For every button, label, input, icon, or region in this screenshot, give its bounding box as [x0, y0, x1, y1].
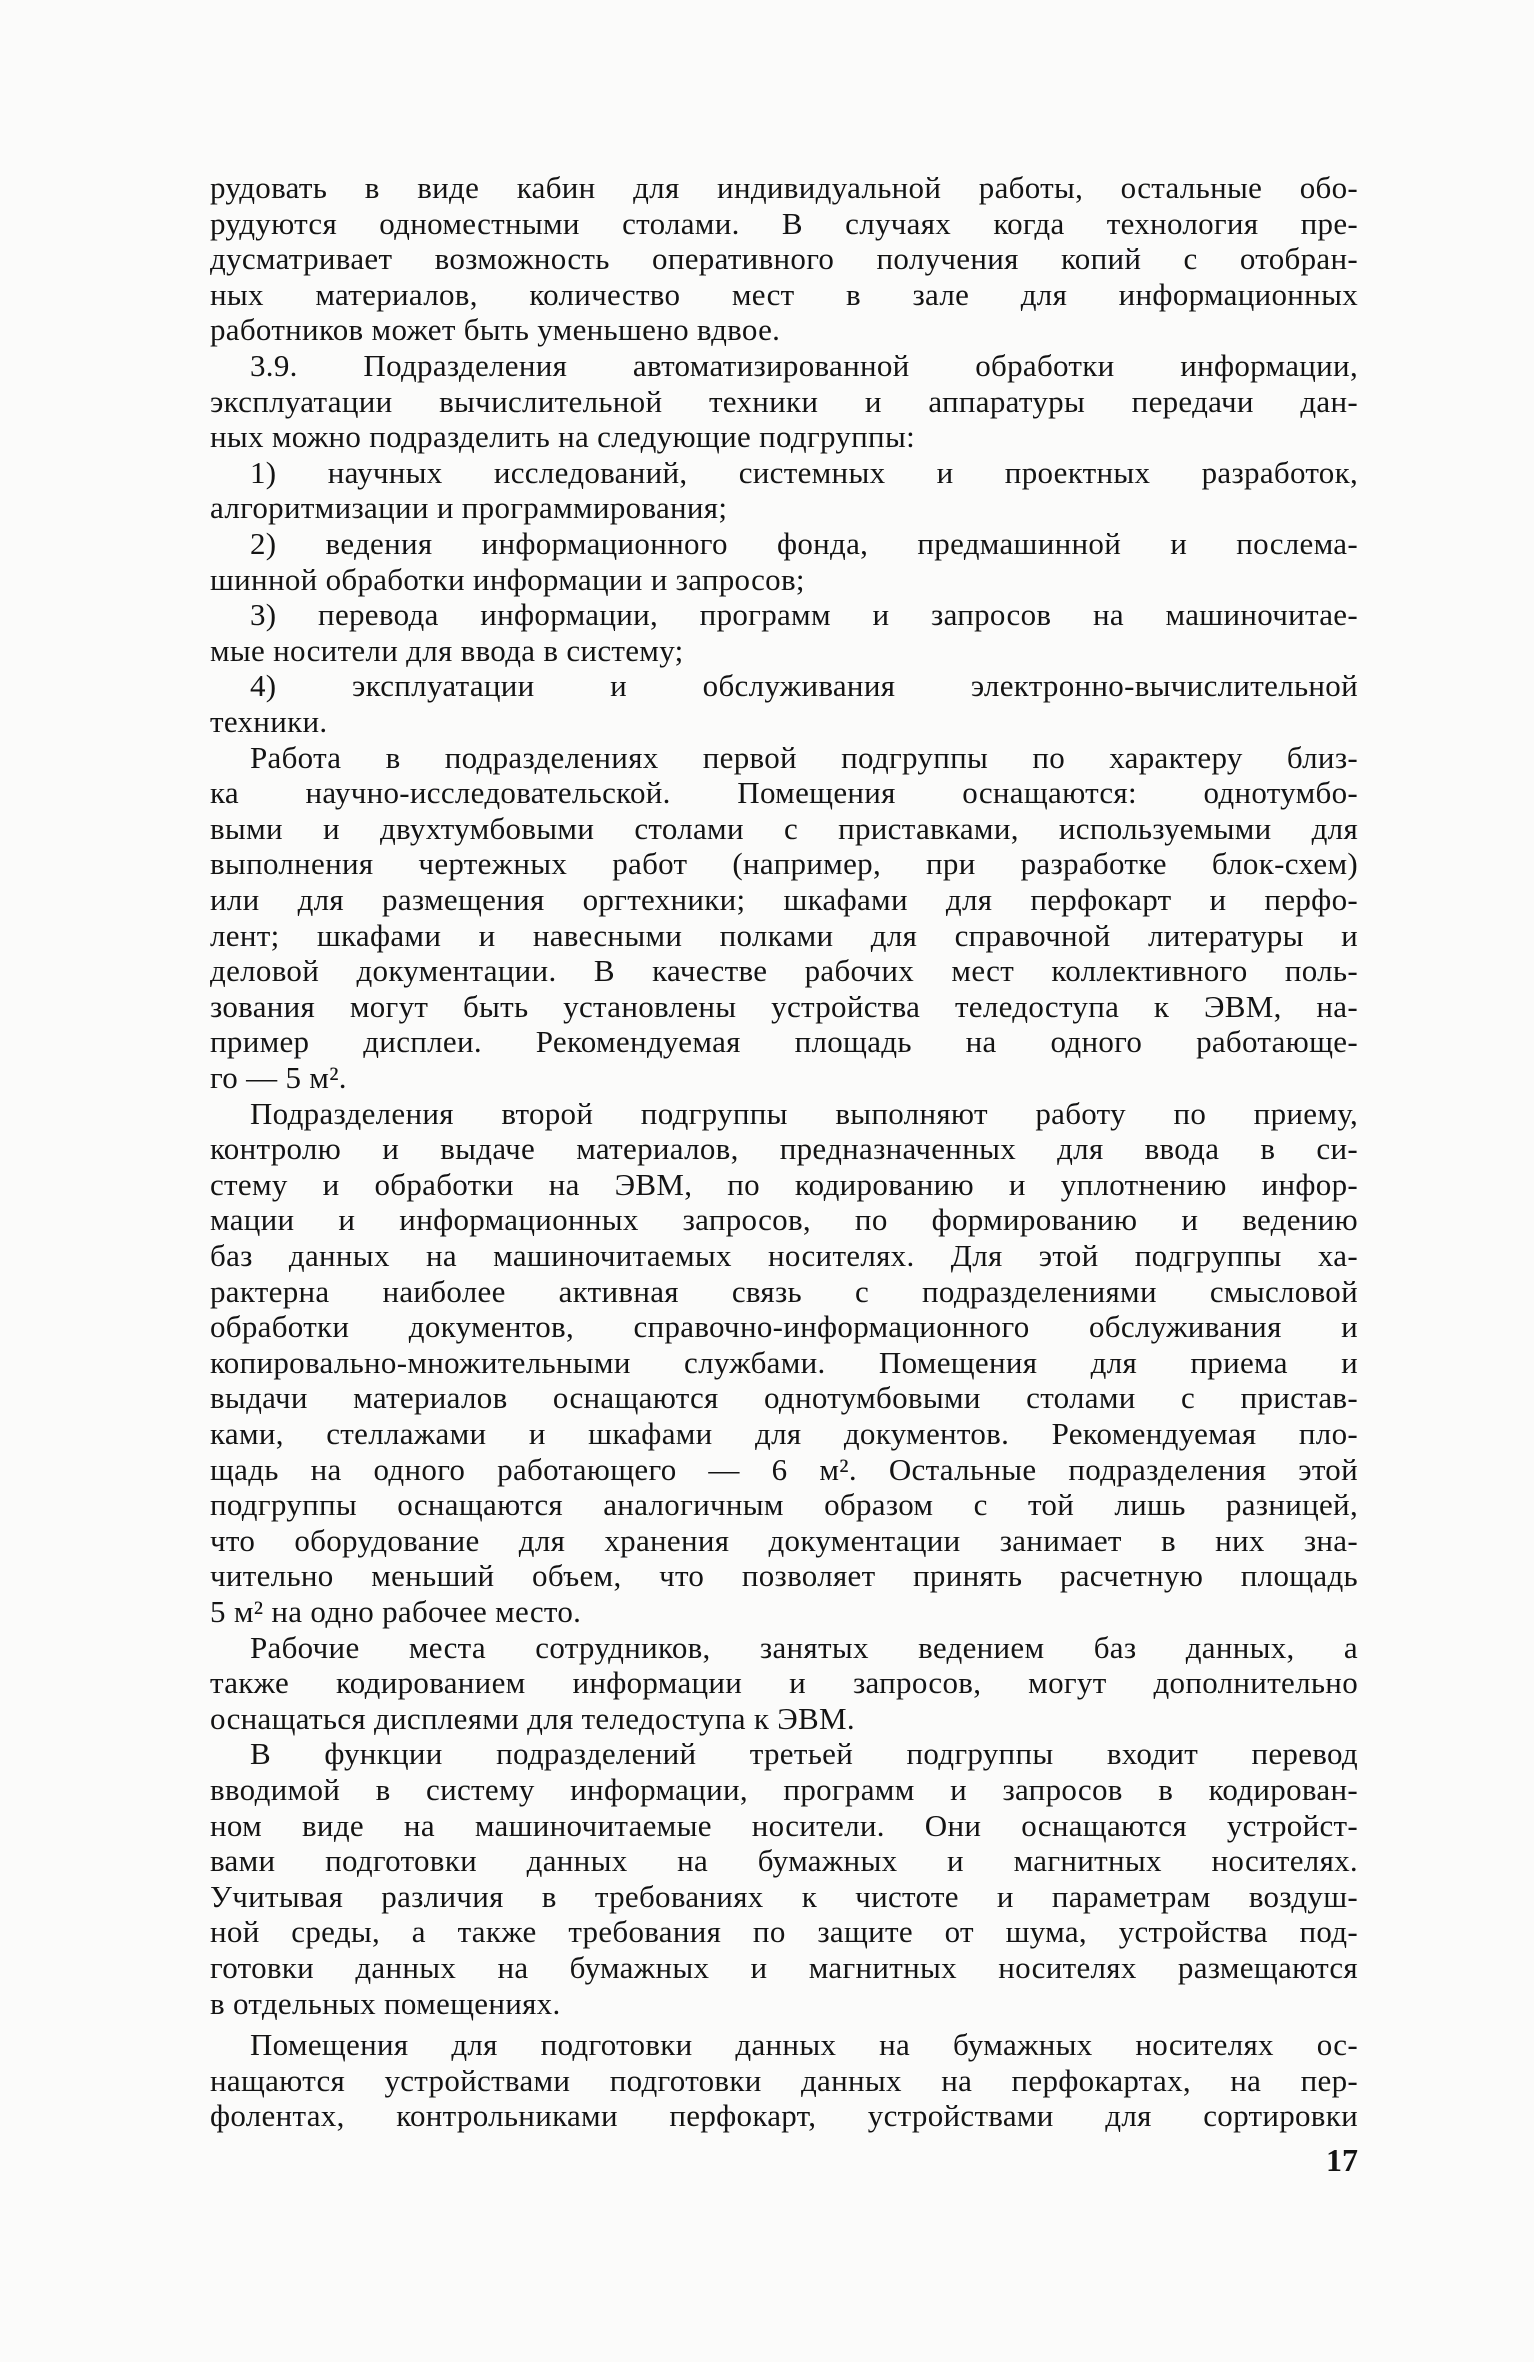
text-line: 3) перевода информации, программ и запросов на машиночитае- [250, 597, 1358, 633]
text-line: Учитывая различия в требованиях к чистоте и параметрам воздуш- [210, 1878, 1358, 1914]
text-line: в отдельных помещениях. [210, 1985, 561, 2021]
text-line: выдачи материалов оснащаются однотумбовыми столами с пристав- [210, 1380, 1358, 1416]
text-line: или для размещения оргтехники; шкафами для перфокарт и перфо- [210, 882, 1358, 917]
text-line: обработки документов, справочно-информационного обслуживания и [210, 1309, 1358, 1345]
text-line: 3.9. Подразделения автоматизированной обработки информации, [250, 348, 1358, 383]
text-line: ном виде на машиночитаемые носители. Они оснащаются устройст- [210, 1807, 1358, 1843]
text-line: стему и обработки на ЭВМ, по кодированию и уплотнению инфор- [210, 1166, 1358, 1202]
text-line: алгоритмизации и программирования; [210, 490, 728, 526]
text-line: В функции подразделений третьей подгруппы входит перевод [250, 1736, 1358, 1772]
text-line: техники. [210, 704, 328, 739]
text-line: рудуются одноместными столами. В случаях когда технология пре- [210, 205, 1358, 241]
text-line: эксплуатации вычислительной техники и аппаратуры передачи дан- [210, 383, 1358, 419]
text-line: ками, стеллажами и шкафами для документов. Рекомендуемая пло- [210, 1416, 1358, 1451]
text-line: что оборудование для хранения документации занимает в них зна- [210, 1522, 1358, 1558]
text-line: ных можно подразделить на следующие подгруппы: [210, 419, 915, 455]
text-line: Помещения для подготовки данных на бумажных носителях ос- [250, 2027, 1358, 2063]
text-line: мации и информационных запросов, по формированию и ведению [210, 1202, 1358, 1238]
text-line: рактерна наиболее активная связь с подразделениями смысловой [210, 1273, 1358, 1309]
text-line: дусматривает возможность оперативного получения копий с отобран- [210, 241, 1358, 277]
text-line: шинной обработки информации и запросов; [210, 561, 805, 597]
text-line: фолентах, контрольниками перфокарт, устройствами для сортировки [210, 2098, 1358, 2134]
page-number: 17 [1326, 2142, 1358, 2178]
text-line: чительно меньший объем, что позволяет принять расчетную площадь [210, 1558, 1358, 1594]
text-line: Работа в подразделениях первой подгруппы по характеру близ- [250, 739, 1358, 775]
text-line: зования могут быть установлены устройства теледоступа к ЭВМ, на- [210, 988, 1358, 1024]
text-line: оснащаться дисплеями для теледоступа к ЭВМ. [210, 1700, 855, 1736]
text-line: нащаются устройствами подготовки данных на перфокартах, на пер- [210, 2062, 1358, 2098]
text-line: копировально-множительными службами. Помещения для приема и [210, 1344, 1358, 1380]
text-line: 4) эксплуатации и обслуживания электронно-вычислительной [250, 668, 1358, 704]
text-line: вами подготовки данных на бумажных и магнитных носителях. [210, 1843, 1358, 1879]
text-line: контролю и выдаче материалов, предназначенных для ввода в си- [210, 1131, 1358, 1167]
text-line: работников может быть уменьшено вдвое. [210, 312, 781, 348]
text-line: Рабочие места сотрудников, занятых ведением баз данных, а [250, 1629, 1358, 1665]
text-line: 1) научных исследований, системных и проектных разработок, [250, 454, 1358, 490]
text-line: ной среды, а также требования по защите от шума, устройства под- [210, 1914, 1358, 1950]
text-line: также кодированием информации и запросов, могут дополнительно [210, 1665, 1358, 1701]
text-line: го — 5 м². [210, 1060, 347, 1095]
text-line: вводимой в систему информации, программ и запросов в кодирован- [210, 1772, 1358, 1807]
text-line: баз данных на машиночитаемых носителях. Для этой подгруппы ха- [210, 1238, 1358, 1273]
text-line: мые носители для ввода в систему; [210, 632, 684, 668]
text-line: пример дисплеи. Рекомендуемая площадь на одного работающе- [210, 1024, 1358, 1060]
text-line: готовки данных на бумажных и магнитных носителях размещаются [210, 1950, 1358, 1985]
text-line: подгруппы оснащаются аналогичным образом с той лишь разницей, [210, 1487, 1358, 1523]
text-line: лент; шкафами и навесными полками для справочной литературы и [210, 917, 1358, 953]
text-line: ка научно-исследовательской. Помещения оснащаются: однотумбо- [210, 775, 1358, 811]
text-line: выми и двухтумбовыми столами с приставками, используемыми для [210, 810, 1358, 846]
text-line: деловой документации. В качестве рабочих мест коллективного поль- [210, 953, 1358, 989]
text-line: 5 м² на одно рабочее место. [210, 1594, 582, 1629]
text-line: ных материалов, количество мест в зале для информационных [210, 276, 1358, 312]
text-line: 2) ведения информационного фонда, предмашинной и послема- [250, 526, 1358, 561]
text-line: выполнения чертежных работ (например, при разработке блок-схем) [210, 846, 1358, 882]
text-line: Подразделения второй подгруппы выполняют работу по приему, [250, 1095, 1358, 1131]
text-line: щадь на одного работающего — 6 м². Остальные подразделения этой [210, 1451, 1358, 1487]
text-line: рудовать в виде кабин для индивидуальной работы, остальные обо- [210, 170, 1358, 205]
